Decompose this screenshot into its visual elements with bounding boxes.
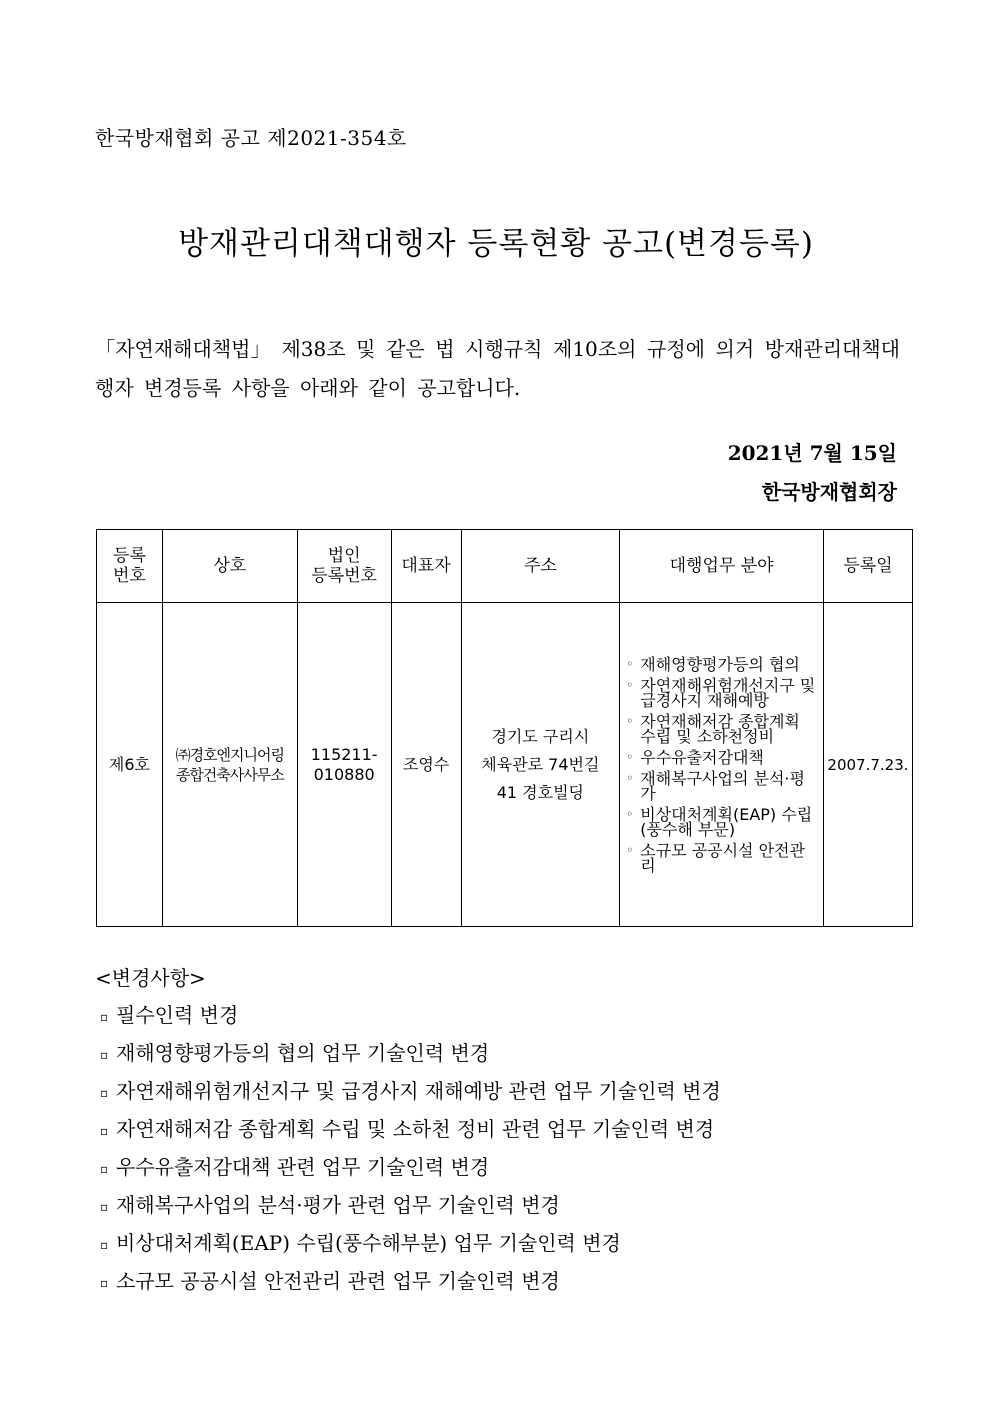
square-bullet-icon: ▫ <box>100 1199 109 1214</box>
list-item <box>626 711 819 746</box>
cell-reg-no: 제6호 <box>97 603 163 927</box>
cell-fields <box>620 603 824 927</box>
cell-company <box>162 603 297 927</box>
field-text: 비상대처계획(EAP) 수립(풍수해 부문) <box>640 804 813 839</box>
list-item <box>626 747 819 767</box>
body-paragraph: 「자연재해대책법」 제38조 및 같은 법 시행규칙 제10조의 규정에 의거 방재관리대책대행자 변경등록 사항을 아래와 같이 공고합니다. <box>95 337 900 400</box>
cell-address-line3: 41 경호빌딩 <box>496 782 584 802</box>
changes-title: <변경사항> <box>95 966 206 990</box>
list-item <box>100 1076 721 1114</box>
bullet-icon: ◦ <box>626 806 634 821</box>
cell-company-line1: ㈜경호엔지니어링 <box>175 745 284 764</box>
field-text: 소규모 공공시설 안전관리 <box>640 840 805 875</box>
fields-list <box>620 654 823 875</box>
cell-address-line1: 경기도 구리시 <box>491 726 590 746</box>
header-reg-date: 등록일 <box>823 530 912 603</box>
list-item <box>100 1000 721 1038</box>
change-text: 우수유출저감대책 관련 업무 기술인력 변경 <box>116 1155 490 1179</box>
field-text: 자연재해위험개선지구 및 급경사지 재해예방 <box>640 675 816 710</box>
bullet-icon: ◦ <box>626 842 634 857</box>
list-item <box>100 1190 721 1228</box>
bullet-icon: ◦ <box>626 770 634 785</box>
document-title: 방재관리대책대행자 등록현황 공고(변경등록) <box>178 226 814 262</box>
list-item <box>100 1114 721 1152</box>
field-text: 자연재해저감 종합계획 수립 및 소하천정비 <box>640 711 800 746</box>
square-bullet-icon: ▫ <box>100 1237 109 1252</box>
cell-company-line2: 종합건축사사무소 <box>175 765 284 784</box>
change-text: 비상대처계획(EAP) 수립(풍수해부분) 업무 기술인력 변경 <box>116 1231 621 1255</box>
list-item <box>626 675 819 710</box>
square-bullet-icon: ▫ <box>100 1123 109 1138</box>
bullet-icon: ◦ <box>626 713 634 728</box>
notice-number: 한국방재협회 공고 제2021-354호 <box>95 126 407 150</box>
header-corp-no-line1: 법인 <box>327 546 361 566</box>
bullet-icon: ◦ <box>626 656 634 671</box>
header-corp-no-line2: 등록번호 <box>311 566 377 586</box>
cell-corp-no <box>297 603 391 927</box>
change-text: 재해복구사업의 분석·평가 관련 업무 기술인력 변경 <box>116 1193 560 1217</box>
cell-address-line2: 체육관로 74번길 <box>481 754 600 774</box>
notice-date: 2021년 7월 15일 <box>727 441 897 465</box>
cell-corp-no-line1: 115211- <box>310 744 378 764</box>
header-reg-no <box>97 530 163 603</box>
list-item <box>100 1228 721 1266</box>
cell-corp-no-line2: 010880 <box>313 764 375 784</box>
header-reg-no-line2: 번호 <box>113 566 146 586</box>
square-bullet-icon: ▫ <box>100 1009 109 1024</box>
header-corp-no <box>297 530 391 603</box>
field-text: 우수유출저감대책 <box>640 747 764 767</box>
change-text: 자연재해위험개선지구 및 급경사지 재해예방 관련 업무 기술인력 변경 <box>116 1079 721 1103</box>
header-representative: 대표자 <box>391 530 461 603</box>
bullet-icon: ◦ <box>626 677 634 692</box>
list-item <box>100 1152 721 1190</box>
table-header-row <box>97 530 913 603</box>
change-text: 필수인력 변경 <box>116 1003 239 1027</box>
cell-representative: 조영수 <box>391 603 461 927</box>
change-text: 재해영향평가등의 협의 업무 기술인력 변경 <box>116 1041 490 1065</box>
cell-address <box>461 603 620 927</box>
header-fields: 대행업무 분야 <box>620 530 824 603</box>
square-bullet-icon: ▫ <box>100 1161 109 1176</box>
list-item <box>626 804 819 839</box>
header-reg-no-line1: 등록 <box>113 546 146 566</box>
square-bullet-icon: ▫ <box>100 1275 109 1290</box>
field-text: 재해복구사업의 분석·평가 <box>640 768 805 803</box>
list-item <box>626 654 819 674</box>
field-text: 재해영향평가등의 협의 <box>640 654 800 674</box>
registration-table <box>96 529 913 927</box>
signer: 한국방재협회장 <box>761 480 897 504</box>
list-item <box>626 768 819 803</box>
change-text: 자연재해저감 종합계획 수립 및 소하천 정비 관련 업무 기술인력 변경 <box>116 1117 715 1141</box>
cell-reg-date: 2007.7.23. <box>823 603 912 927</box>
header-address: 주소 <box>461 530 620 603</box>
square-bullet-icon: ▫ <box>100 1085 109 1100</box>
bullet-icon: ◦ <box>626 749 634 764</box>
change-text: 소규모 공공시설 안전관리 관련 업무 기술인력 변경 <box>116 1269 560 1293</box>
square-bullet-icon: ▫ <box>100 1047 109 1062</box>
header-company: 상호 <box>162 530 297 603</box>
list-item <box>100 1038 721 1076</box>
list-item <box>626 840 819 875</box>
changes-list <box>100 1000 721 1304</box>
table-row <box>97 603 913 927</box>
list-item <box>100 1266 721 1304</box>
